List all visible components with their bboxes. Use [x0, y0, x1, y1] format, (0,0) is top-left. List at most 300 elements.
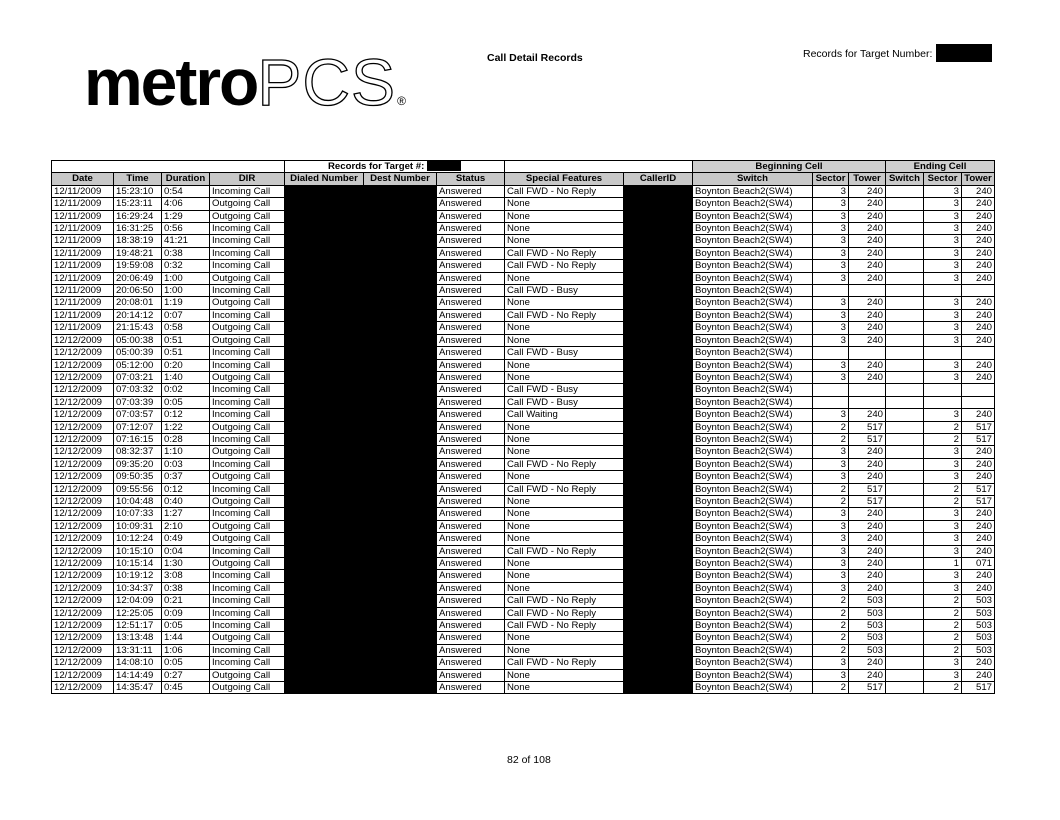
- cell-direction: Outgoing Call: [210, 471, 285, 483]
- redacted-target-number: [936, 44, 992, 62]
- cell-end-tower: 503: [962, 595, 995, 607]
- cell-begin-sector: 3: [813, 520, 849, 532]
- cell-begin-tower: 517: [849, 495, 886, 507]
- table-header-row: [52, 173, 995, 185]
- cell-dest-number-redacted: [364, 607, 437, 619]
- cell-end-sector: 2: [924, 620, 962, 632]
- cell-dialed-number-redacted: [285, 632, 364, 644]
- cell-dest-number-redacted: [364, 185, 437, 197]
- cell-dest-number-redacted: [364, 272, 437, 284]
- cell-end-switch: [886, 520, 924, 532]
- cell-special-features: None: [505, 198, 624, 210]
- cell-dialed-number-redacted: [285, 371, 364, 383]
- cell-callerid-redacted: [624, 198, 693, 210]
- cell-end-switch: [886, 632, 924, 644]
- cell-begin-switch: Boynton Beach2(SW4): [693, 595, 813, 607]
- cell-direction: Incoming Call: [210, 570, 285, 582]
- cell-date: 12/12/2009: [52, 371, 114, 383]
- cell-end-tower: 240: [962, 508, 995, 520]
- cell-time: 12:04:09: [114, 595, 162, 607]
- cell-begin-sector: 3: [813, 545, 849, 557]
- cell-status: Answered: [437, 334, 505, 346]
- cell-dialed-number-redacted: [285, 545, 364, 557]
- cell-duration: 1:44: [162, 632, 210, 644]
- cell-status: Answered: [437, 545, 505, 557]
- ending-cell-group: Ending Cell: [886, 161, 995, 173]
- cell-begin-tower: 240: [849, 545, 886, 557]
- table-row: [52, 322, 995, 334]
- cell-end-tower: 240: [962, 520, 995, 532]
- cell-dialed-number-redacted: [285, 285, 364, 297]
- cell-direction: Outgoing Call: [210, 446, 285, 458]
- cell-date: 12/12/2009: [52, 495, 114, 507]
- cell-dialed-number-redacted: [285, 210, 364, 222]
- cell-duration: 0:05: [162, 620, 210, 632]
- cell-status: Answered: [437, 495, 505, 507]
- cell-dialed-number-redacted: [285, 508, 364, 520]
- cell-callerid-redacted: [624, 657, 693, 669]
- cell-callerid-redacted: [624, 260, 693, 272]
- cell-dest-number-redacted: [364, 632, 437, 644]
- cell-date: 12/12/2009: [52, 682, 114, 694]
- cell-begin-tower: 240: [849, 533, 886, 545]
- cell-begin-switch: Boynton Beach2(SW4): [693, 396, 813, 408]
- cell-dest-number-redacted: [364, 570, 437, 582]
- cell-end-tower: [962, 285, 995, 297]
- cell-date: 12/11/2009: [52, 198, 114, 210]
- cell-dialed-number-redacted: [285, 669, 364, 681]
- cell-direction: Outgoing Call: [210, 371, 285, 383]
- cell-duration: 1:19: [162, 297, 210, 309]
- cell-end-sector: 3: [924, 570, 962, 582]
- table-row: [52, 471, 995, 483]
- cell-begin-switch: Boynton Beach2(SW4): [693, 185, 813, 197]
- cell-dest-number-redacted: [364, 247, 437, 259]
- cell-duration: 1:06: [162, 644, 210, 656]
- cell-duration: 0:07: [162, 309, 210, 321]
- cell-begin-switch: Boynton Beach2(SW4): [693, 247, 813, 259]
- cell-begin-switch: Boynton Beach2(SW4): [693, 632, 813, 644]
- cell-direction: Outgoing Call: [210, 520, 285, 532]
- cell-dest-number-redacted: [364, 421, 437, 433]
- redacted-target-inline: [427, 161, 461, 171]
- cell-end-switch: [886, 421, 924, 433]
- cell-time: 10:19:12: [114, 570, 162, 582]
- cell-end-tower: 240: [962, 260, 995, 272]
- cell-begin-sector: 3: [813, 582, 849, 594]
- cell-begin-tower: 240: [849, 247, 886, 259]
- cell-time: 12:25:05: [114, 607, 162, 619]
- table-row: [52, 483, 995, 495]
- cell-time: 10:04:48: [114, 495, 162, 507]
- column-header: Sector: [813, 173, 849, 185]
- cell-callerid-redacted: [624, 471, 693, 483]
- cell-dest-number-redacted: [364, 682, 437, 694]
- table-row: [52, 185, 995, 197]
- cell-end-sector: 3: [924, 508, 962, 520]
- cell-end-switch: [886, 384, 924, 396]
- cell-begin-tower: 240: [849, 297, 886, 309]
- cell-dialed-number-redacted: [285, 223, 364, 235]
- cell-end-tower: 503: [962, 632, 995, 644]
- table-row: [52, 558, 995, 570]
- cell-begin-sector: 3: [813, 657, 849, 669]
- cell-callerid-redacted: [624, 272, 693, 284]
- cell-end-sector: 3: [924, 260, 962, 272]
- table-row: [52, 682, 995, 694]
- cell-date: 12/11/2009: [52, 223, 114, 235]
- cell-end-switch: [886, 458, 924, 470]
- cell-begin-switch: Boynton Beach2(SW4): [693, 433, 813, 445]
- cell-begin-switch: Boynton Beach2(SW4): [693, 347, 813, 359]
- cell-direction: Outgoing Call: [210, 272, 285, 284]
- cell-begin-sector: 3: [813, 669, 849, 681]
- cell-end-tower: 503: [962, 607, 995, 619]
- table-row: [52, 669, 995, 681]
- cell-time: 20:14:12: [114, 309, 162, 321]
- cell-dest-number-redacted: [364, 384, 437, 396]
- cell-end-switch: [886, 595, 924, 607]
- cell-duration: 0:03: [162, 458, 210, 470]
- cell-begin-switch: Boynton Beach2(SW4): [693, 260, 813, 272]
- cell-dest-number-redacted: [364, 309, 437, 321]
- cell-status: Answered: [437, 669, 505, 681]
- cell-end-sector: [924, 285, 962, 297]
- cell-special-features: None: [505, 533, 624, 545]
- cell-end-switch: [886, 334, 924, 346]
- cell-end-switch: [886, 657, 924, 669]
- cell-dest-number-redacted: [364, 371, 437, 383]
- cell-direction: Outgoing Call: [210, 334, 285, 346]
- cell-time: 19:48:21: [114, 247, 162, 259]
- cell-time: 13:31:11: [114, 644, 162, 656]
- table-row: [52, 458, 995, 470]
- cell-date: 12/12/2009: [52, 582, 114, 594]
- cell-begin-sector: 3: [813, 272, 849, 284]
- cell-dest-number-redacted: [364, 260, 437, 272]
- document-title: Call Detail Records: [487, 52, 583, 64]
- cell-end-switch: [886, 285, 924, 297]
- cell-end-switch: [886, 446, 924, 458]
- cell-dest-number-redacted: [364, 285, 437, 297]
- cell-date: 12/12/2009: [52, 471, 114, 483]
- cell-status: Answered: [437, 297, 505, 309]
- cell-end-switch: [886, 682, 924, 694]
- cell-end-sector: 3: [924, 235, 962, 247]
- cell-begin-tower: 240: [849, 185, 886, 197]
- cell-status: Answered: [437, 285, 505, 297]
- table-row: [52, 657, 995, 669]
- table-row: [52, 409, 995, 421]
- cell-end-switch: [886, 545, 924, 557]
- cell-end-sector: 3: [924, 533, 962, 545]
- cell-begin-sector: 3: [813, 558, 849, 570]
- cell-dest-number-redacted: [364, 347, 437, 359]
- cell-dialed-number-redacted: [285, 644, 364, 656]
- cell-end-sector: 3: [924, 322, 962, 334]
- cell-duration: 0:49: [162, 533, 210, 545]
- cell-dialed-number-redacted: [285, 247, 364, 259]
- cell-end-switch: [886, 359, 924, 371]
- cell-dialed-number-redacted: [285, 657, 364, 669]
- cell-duration: 1:00: [162, 272, 210, 284]
- cell-date: 12/12/2009: [52, 520, 114, 532]
- cell-dest-number-redacted: [364, 595, 437, 607]
- cell-dialed-number-redacted: [285, 458, 364, 470]
- cell-callerid-redacted: [624, 458, 693, 470]
- cell-direction: Incoming Call: [210, 396, 285, 408]
- cell-callerid-redacted: [624, 669, 693, 681]
- cell-direction: Outgoing Call: [210, 210, 285, 222]
- cell-end-switch: [886, 533, 924, 545]
- cell-special-features: None: [505, 644, 624, 656]
- cell-end-switch: [886, 582, 924, 594]
- column-header: Dialed Number: [285, 173, 364, 185]
- cell-status: Answered: [437, 322, 505, 334]
- cell-date: 12/12/2009: [52, 545, 114, 557]
- cell-dest-number-redacted: [364, 409, 437, 421]
- cell-dialed-number-redacted: [285, 433, 364, 445]
- cell-end-tower: 240: [962, 297, 995, 309]
- cell-begin-sector: 3: [813, 409, 849, 421]
- cell-direction: Outgoing Call: [210, 533, 285, 545]
- cell-begin-tower: 240: [849, 471, 886, 483]
- cell-time: 20:06:49: [114, 272, 162, 284]
- cell-begin-tower: 517: [849, 483, 886, 495]
- table-row: [52, 508, 995, 520]
- cell-duration: 0:27: [162, 669, 210, 681]
- cell-direction: Incoming Call: [210, 223, 285, 235]
- cell-end-tower: [962, 384, 995, 396]
- cell-direction: Incoming Call: [210, 458, 285, 470]
- cell-time: 10:07:33: [114, 508, 162, 520]
- cell-special-features: None: [505, 421, 624, 433]
- cell-dest-number-redacted: [364, 582, 437, 594]
- cell-end-sector: 3: [924, 297, 962, 309]
- cell-date: 12/12/2009: [52, 620, 114, 632]
- cell-special-features: None: [505, 334, 624, 346]
- cell-begin-switch: Boynton Beach2(SW4): [693, 533, 813, 545]
- cell-begin-tower: 240: [849, 235, 886, 247]
- cell-callerid-redacted: [624, 533, 693, 545]
- cell-date: 12/12/2009: [52, 446, 114, 458]
- column-header: DIR: [210, 173, 285, 185]
- cell-end-sector: 3: [924, 223, 962, 235]
- cell-special-features: Call FWD - No Reply: [505, 483, 624, 495]
- cell-end-tower: 240: [962, 533, 995, 545]
- cell-begin-switch: Boynton Beach2(SW4): [693, 210, 813, 222]
- cell-callerid-redacted: [624, 235, 693, 247]
- cell-special-features: Call FWD - No Reply: [505, 595, 624, 607]
- cell-dest-number-redacted: [364, 545, 437, 557]
- cell-begin-tower: 503: [849, 620, 886, 632]
- cell-begin-sector: 3: [813, 297, 849, 309]
- cell-end-sector: 3: [924, 458, 962, 470]
- cell-begin-tower: 240: [849, 657, 886, 669]
- cell-dest-number-redacted: [364, 359, 437, 371]
- cell-duration: 0:38: [162, 582, 210, 594]
- cell-end-tower: 240: [962, 545, 995, 557]
- cell-direction: Incoming Call: [210, 409, 285, 421]
- table-row: [52, 347, 995, 359]
- cell-direction: Incoming Call: [210, 309, 285, 321]
- cell-begin-switch: Boynton Beach2(SW4): [693, 558, 813, 570]
- cell-duration: 0:56: [162, 223, 210, 235]
- cell-status: Answered: [437, 644, 505, 656]
- cell-end-switch: [886, 223, 924, 235]
- cell-end-switch: [886, 297, 924, 309]
- cell-begin-tower: 240: [849, 322, 886, 334]
- cell-time: 21:15:43: [114, 322, 162, 334]
- cell-dest-number-redacted: [364, 210, 437, 222]
- cell-direction: Incoming Call: [210, 483, 285, 495]
- cell-end-sector: [924, 396, 962, 408]
- cell-begin-sector: 3: [813, 446, 849, 458]
- table-row: [52, 632, 995, 644]
- cell-begin-switch: Boynton Beach2(SW4): [693, 607, 813, 619]
- cell-dialed-number-redacted: [285, 620, 364, 632]
- cell-direction: Incoming Call: [210, 582, 285, 594]
- cell-duration: 0:09: [162, 607, 210, 619]
- cell-dialed-number-redacted: [285, 347, 364, 359]
- table-row: [52, 520, 995, 532]
- cell-begin-switch: Boynton Beach2(SW4): [693, 644, 813, 656]
- table-row: [52, 247, 995, 259]
- cell-begin-tower: 240: [849, 570, 886, 582]
- cell-dest-number-redacted: [364, 198, 437, 210]
- cell-end-tower: 071: [962, 558, 995, 570]
- cell-callerid-redacted: [624, 322, 693, 334]
- cell-begin-tower: [849, 347, 886, 359]
- cell-end-switch: [886, 396, 924, 408]
- cell-end-sector: 2: [924, 495, 962, 507]
- cell-date: 12/12/2009: [52, 421, 114, 433]
- cell-status: Answered: [437, 309, 505, 321]
- cell-special-features: None: [505, 471, 624, 483]
- cell-special-features: Call FWD - No Reply: [505, 458, 624, 470]
- cell-special-features: None: [505, 508, 624, 520]
- cell-end-tower: 503: [962, 644, 995, 656]
- cell-begin-switch: Boynton Beach2(SW4): [693, 682, 813, 694]
- table-body: [52, 185, 995, 694]
- cell-end-switch: [886, 185, 924, 197]
- cell-begin-tower: 240: [849, 582, 886, 594]
- cell-special-features: None: [505, 669, 624, 681]
- cell-special-features: Call FWD - Busy: [505, 285, 624, 297]
- cell-end-switch: [886, 558, 924, 570]
- cell-callerid-redacted: [624, 371, 693, 383]
- cell-end-tower: 240: [962, 371, 995, 383]
- cell-dest-number-redacted: [364, 297, 437, 309]
- cell-direction: Incoming Call: [210, 644, 285, 656]
- cell-begin-switch: Boynton Beach2(SW4): [693, 458, 813, 470]
- cell-begin-switch: Boynton Beach2(SW4): [693, 409, 813, 421]
- cell-begin-tower: 240: [849, 371, 886, 383]
- cell-status: Answered: [437, 272, 505, 284]
- cell-date: 12/12/2009: [52, 669, 114, 681]
- cell-time: 10:34:37: [114, 582, 162, 594]
- cell-status: Answered: [437, 533, 505, 545]
- cell-duration: 1:40: [162, 371, 210, 383]
- cell-begin-sector: 2: [813, 595, 849, 607]
- cell-begin-tower: 240: [849, 409, 886, 421]
- cell-direction: Incoming Call: [210, 384, 285, 396]
- cell-date: 12/12/2009: [52, 483, 114, 495]
- cell-date: 12/12/2009: [52, 396, 114, 408]
- cell-end-tower: 240: [962, 235, 995, 247]
- table-row: [52, 260, 995, 272]
- cell-special-features: None: [505, 520, 624, 532]
- cell-direction: Outgoing Call: [210, 682, 285, 694]
- table-group-header-row: [52, 161, 995, 173]
- cell-special-features: None: [505, 682, 624, 694]
- cell-dest-number-redacted: [364, 558, 437, 570]
- cell-end-tower: 517: [962, 421, 995, 433]
- cell-callerid-redacted: [624, 644, 693, 656]
- cell-status: Answered: [437, 433, 505, 445]
- cell-dest-number-redacted: [364, 334, 437, 346]
- column-header: Tower: [962, 173, 995, 185]
- cell-end-switch: [886, 483, 924, 495]
- cell-dest-number-redacted: [364, 223, 437, 235]
- column-header: Switch: [693, 173, 813, 185]
- cell-status: Answered: [437, 508, 505, 520]
- cell-duration: 3:08: [162, 570, 210, 582]
- table-row: [52, 198, 995, 210]
- cell-duration: 1:22: [162, 421, 210, 433]
- cell-begin-sector: 3: [813, 210, 849, 222]
- cell-duration: 2:10: [162, 520, 210, 532]
- cell-time: 16:29:24: [114, 210, 162, 222]
- cell-dialed-number-redacted: [285, 260, 364, 272]
- cell-dialed-number-redacted: [285, 682, 364, 694]
- table-row: [52, 384, 995, 396]
- cell-special-features: Call Waiting: [505, 409, 624, 421]
- cell-callerid-redacted: [624, 558, 693, 570]
- cell-status: Answered: [437, 210, 505, 222]
- cell-dest-number-redacted: [364, 458, 437, 470]
- cell-dest-number-redacted: [364, 396, 437, 408]
- cell-status: Answered: [437, 483, 505, 495]
- cell-special-features: None: [505, 495, 624, 507]
- cell-end-sector: 3: [924, 545, 962, 557]
- cell-end-tower: [962, 396, 995, 408]
- cell-dialed-number-redacted: [285, 495, 364, 507]
- cell-end-tower: 240: [962, 669, 995, 681]
- cell-time: 14:35:47: [114, 682, 162, 694]
- cell-status: Answered: [437, 347, 505, 359]
- cell-end-tower: 240: [962, 223, 995, 235]
- cell-begin-switch: Boynton Beach2(SW4): [693, 483, 813, 495]
- cell-date: 12/12/2009: [52, 384, 114, 396]
- cell-begin-switch: Boynton Beach2(SW4): [693, 359, 813, 371]
- cell-special-features: None: [505, 297, 624, 309]
- cell-end-tower: 240: [962, 272, 995, 284]
- cell-direction: Outgoing Call: [210, 632, 285, 644]
- cell-date: 12/12/2009: [52, 644, 114, 656]
- cell-status: Answered: [437, 458, 505, 470]
- cell-dest-number-redacted: [364, 533, 437, 545]
- table-row: [52, 235, 995, 247]
- cell-time: 10:09:31: [114, 520, 162, 532]
- cell-end-tower: [962, 347, 995, 359]
- cell-begin-tower: 240: [849, 446, 886, 458]
- table-row: [52, 595, 995, 607]
- table-row: [52, 570, 995, 582]
- cell-callerid-redacted: [624, 483, 693, 495]
- cell-duration: 0:28: [162, 433, 210, 445]
- cell-date: 12/11/2009: [52, 309, 114, 321]
